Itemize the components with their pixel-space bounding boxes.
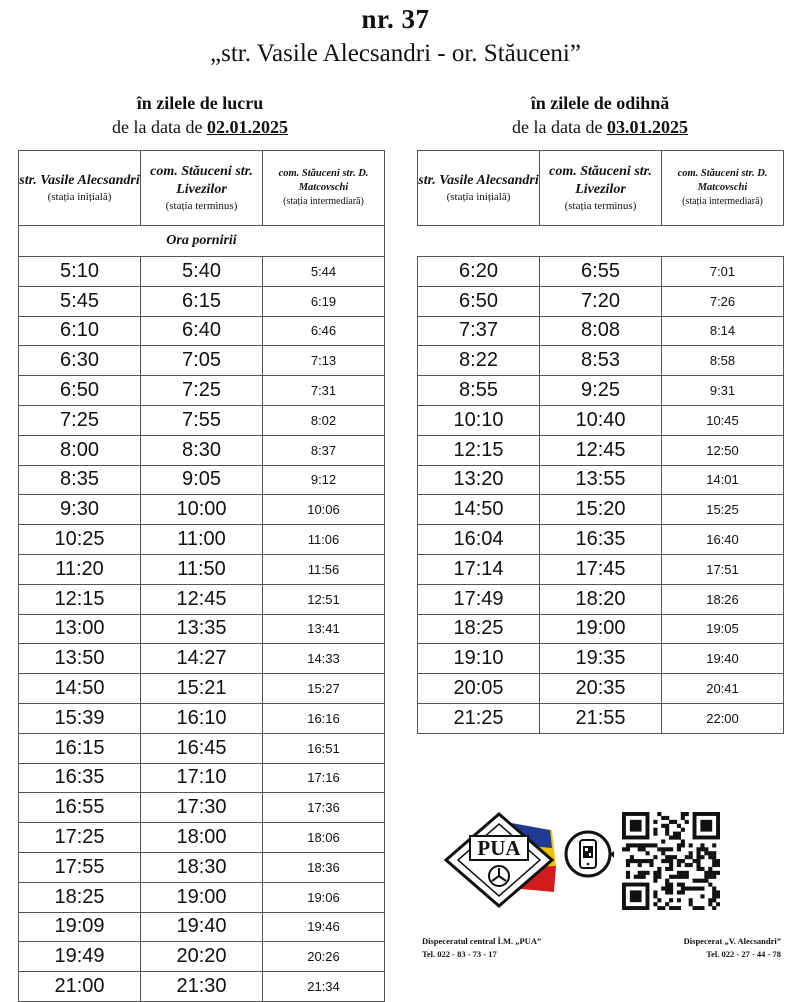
time-intermediate: 19:46 bbox=[263, 912, 385, 942]
weekends-date-line bbox=[455, 115, 745, 139]
departure-time-start: 8:35 bbox=[19, 465, 141, 495]
intermediate-stop-note: (stația intermediară) bbox=[283, 196, 364, 207]
weekends-rows bbox=[418, 257, 784, 734]
arrival-time-terminus: 20:35 bbox=[540, 674, 662, 704]
time-row bbox=[19, 346, 385, 376]
time-row bbox=[19, 316, 385, 346]
arrival-time-terminus: 15:20 bbox=[540, 495, 662, 525]
time-row bbox=[19, 257, 385, 287]
departure-time-start: 14:50 bbox=[19, 674, 141, 704]
departure-time-subheader: Ora pornirii bbox=[19, 226, 385, 257]
departure-time-start: 21:25 bbox=[418, 703, 540, 733]
departure-time-start: 21:00 bbox=[19, 972, 141, 1002]
departure-time-start: 13:00 bbox=[19, 614, 141, 644]
time-intermediate: 7:13 bbox=[263, 346, 385, 376]
departure-time-start: 14:50 bbox=[418, 495, 540, 525]
time-row bbox=[418, 257, 784, 287]
departure-time-start: 10:25 bbox=[19, 525, 141, 555]
arrival-time-terminus: 10:00 bbox=[141, 495, 263, 525]
weekdays-title: în zilele de lucru bbox=[136, 93, 264, 113]
time-intermediate: 14:33 bbox=[263, 644, 385, 674]
departure-time-start: 12:15 bbox=[418, 435, 540, 465]
time-row bbox=[418, 644, 784, 674]
departure-time-start: 16:35 bbox=[19, 763, 141, 793]
departure-time-start: 19:09 bbox=[19, 912, 141, 942]
arrival-time-terminus: 17:10 bbox=[141, 763, 263, 793]
weekdays-date-prefix: de la data de bbox=[112, 117, 207, 137]
time-intermediate: 8:02 bbox=[263, 405, 385, 435]
route-name: „str. Vasile Alecsandri - or. Stăuceni” bbox=[210, 40, 581, 67]
time-row bbox=[19, 852, 385, 882]
weekends-date: 03.01.2025 bbox=[606, 117, 688, 137]
terminus-stop-name: com. Stăuceni str. Livezilor bbox=[150, 164, 253, 197]
time-row bbox=[19, 674, 385, 704]
arrival-time-terminus: 15:21 bbox=[141, 674, 263, 704]
departure-time-start: 20:05 bbox=[418, 674, 540, 704]
time-row bbox=[19, 644, 385, 674]
arrival-time-terminus: 16:45 bbox=[141, 733, 263, 763]
terminus-stop-name: com. Stăuceni str. Livezilor bbox=[549, 164, 652, 197]
time-intermediate: 21:34 bbox=[263, 972, 385, 1002]
arrival-time-terminus: 13:35 bbox=[141, 614, 263, 644]
departure-time-start: 8:55 bbox=[418, 376, 540, 406]
weekends-date-prefix: de la data de bbox=[512, 117, 607, 137]
time-intermediate: 22:00 bbox=[662, 703, 784, 733]
time-intermediate: 19:06 bbox=[263, 882, 385, 912]
time-intermediate: 11:06 bbox=[263, 525, 385, 555]
arrival-time-terminus: 9:05 bbox=[141, 465, 263, 495]
weekdays-date: 02.01.2025 bbox=[206, 117, 288, 137]
arrival-time-terminus: 5:40 bbox=[141, 257, 263, 287]
time-row bbox=[19, 912, 385, 942]
time-row bbox=[19, 525, 385, 555]
time-intermediate: 7:31 bbox=[263, 376, 385, 406]
local-dispatch-phone: Tel. 022 - 27 - 44 - 78 bbox=[706, 949, 781, 959]
arrival-time-terminus: 18:00 bbox=[141, 823, 263, 853]
departure-time-start: 9:30 bbox=[19, 495, 141, 525]
time-intermediate: 15:27 bbox=[263, 674, 385, 704]
time-intermediate: 18:26 bbox=[662, 584, 784, 614]
arrival-time-terminus: 9:25 bbox=[540, 376, 662, 406]
arrival-time-terminus: 21:55 bbox=[540, 703, 662, 733]
terminus-stop-note: (stația terminus) bbox=[564, 200, 637, 212]
departure-time-start: 5:45 bbox=[19, 286, 141, 316]
weekends-subheader-spacer bbox=[418, 226, 784, 257]
time-row bbox=[418, 495, 784, 525]
time-intermediate: 17:36 bbox=[263, 793, 385, 823]
time-row bbox=[19, 584, 385, 614]
intermediate-stop-name: com. Stăuceni str. D. Matcovschi bbox=[278, 168, 369, 193]
start-stop-note: (stația inițială) bbox=[47, 191, 112, 203]
time-intermediate: 16:40 bbox=[662, 525, 784, 555]
time-intermediate: 19:40 bbox=[662, 644, 784, 674]
time-intermediate: 8:58 bbox=[662, 346, 784, 376]
departure-time-start: 16:04 bbox=[418, 525, 540, 555]
time-intermediate: 5:44 bbox=[263, 257, 385, 287]
weekends-timetable bbox=[417, 150, 784, 734]
time-row bbox=[418, 525, 784, 555]
arrival-time-terminus: 18:30 bbox=[141, 852, 263, 882]
arrival-time-terminus: 11:50 bbox=[141, 554, 263, 584]
time-intermediate: 19:05 bbox=[662, 614, 784, 644]
departure-time-start: 5:10 bbox=[19, 257, 141, 287]
departure-time-start: 17:14 bbox=[418, 554, 540, 584]
start-stop-name: str. Vasile Alecsandri bbox=[418, 173, 539, 188]
departure-time-start: 6:50 bbox=[418, 286, 540, 316]
time-row bbox=[418, 405, 784, 435]
arrival-time-terminus: 7:05 bbox=[141, 346, 263, 376]
arrival-time-terminus: 11:00 bbox=[141, 525, 263, 555]
weekends-column-headers bbox=[418, 151, 784, 226]
time-row bbox=[19, 703, 385, 733]
central-dispatch-contact bbox=[422, 935, 541, 961]
time-row bbox=[19, 763, 385, 793]
arrival-time-terminus: 7:25 bbox=[141, 376, 263, 406]
time-row bbox=[418, 554, 784, 584]
terminus-stop-note: (stația terminus) bbox=[165, 200, 238, 212]
departure-time-start: 13:50 bbox=[19, 644, 141, 674]
arrival-time-terminus: 14:27 bbox=[141, 644, 263, 674]
column-header-intermediate-stop bbox=[263, 151, 385, 226]
start-stop-note: (stația inițială) bbox=[446, 191, 511, 203]
arrival-time-terminus: 13:55 bbox=[540, 465, 662, 495]
time-intermediate: 8:37 bbox=[263, 435, 385, 465]
time-intermediate: 13:41 bbox=[263, 614, 385, 644]
time-intermediate: 6:46 bbox=[263, 316, 385, 346]
time-row bbox=[418, 376, 784, 406]
departure-time-start: 18:25 bbox=[19, 882, 141, 912]
intermediate-stop-name: com. Stăuceni str. D. Matcovschi bbox=[677, 168, 768, 193]
departure-time-start: 17:25 bbox=[19, 823, 141, 853]
departure-time-start: 8:22 bbox=[418, 346, 540, 376]
column-header-terminus-stop bbox=[141, 151, 263, 226]
arrival-time-terminus: 6:40 bbox=[141, 316, 263, 346]
route-number: nr. 37 bbox=[361, 4, 430, 34]
column-header-start-stop bbox=[19, 151, 141, 226]
time-row bbox=[19, 823, 385, 853]
arrival-time-terminus: 19:00 bbox=[540, 614, 662, 644]
time-intermediate: 16:51 bbox=[263, 733, 385, 763]
weekends-title: în zilele de odihnă bbox=[530, 93, 670, 113]
time-row bbox=[418, 584, 784, 614]
arrival-time-terminus: 8:53 bbox=[540, 346, 662, 376]
arrival-time-terminus: 6:55 bbox=[540, 257, 662, 287]
time-intermediate: 7:26 bbox=[662, 286, 784, 316]
time-intermediate: 17:16 bbox=[263, 763, 385, 793]
departure-time-start: 6:20 bbox=[418, 257, 540, 287]
departure-time-subheader-row bbox=[19, 226, 385, 257]
time-row bbox=[19, 435, 385, 465]
weekdays-date-line bbox=[60, 115, 340, 139]
arrival-time-terminus: 7:55 bbox=[141, 405, 263, 435]
time-row bbox=[418, 346, 784, 376]
time-intermediate: 6:19 bbox=[263, 286, 385, 316]
time-row bbox=[19, 614, 385, 644]
departure-time-start: 6:10 bbox=[19, 316, 141, 346]
column-header-terminus-stop bbox=[540, 151, 662, 226]
departure-time-start: 8:00 bbox=[19, 435, 141, 465]
time-row bbox=[19, 465, 385, 495]
column-header-intermediate-stop bbox=[662, 151, 784, 226]
arrival-time-terminus: 12:45 bbox=[141, 584, 263, 614]
arrival-time-terminus: 12:45 bbox=[540, 435, 662, 465]
time-row bbox=[19, 793, 385, 823]
arrival-time-terminus: 8:08 bbox=[540, 316, 662, 346]
central-dispatch-title: Dispeceratul central Î.M. „PUA” bbox=[422, 936, 542, 946]
arrival-time-terminus: 21:30 bbox=[141, 972, 263, 1002]
departure-time-start: 12:15 bbox=[19, 584, 141, 614]
time-row bbox=[418, 286, 784, 316]
arrival-time-terminus: 18:20 bbox=[540, 584, 662, 614]
time-row bbox=[418, 674, 784, 704]
arrival-time-terminus: 10:40 bbox=[540, 405, 662, 435]
weekdays-heading bbox=[60, 91, 340, 139]
arrival-time-terminus: 17:45 bbox=[540, 554, 662, 584]
arrival-time-terminus: 16:35 bbox=[540, 525, 662, 555]
time-intermediate: 9:31 bbox=[662, 376, 784, 406]
time-row bbox=[19, 495, 385, 525]
time-intermediate: 12:50 bbox=[662, 435, 784, 465]
departure-time-start: 17:49 bbox=[418, 584, 540, 614]
time-row bbox=[19, 554, 385, 584]
departure-time-start: 10:10 bbox=[418, 405, 540, 435]
time-intermediate: 10:45 bbox=[662, 405, 784, 435]
departure-time-start: 18:25 bbox=[418, 614, 540, 644]
time-row bbox=[418, 316, 784, 346]
start-stop-name: str. Vasile Alecsandri bbox=[19, 173, 140, 188]
time-intermediate: 18:36 bbox=[263, 852, 385, 882]
arrival-time-terminus: 19:35 bbox=[540, 644, 662, 674]
departure-time-start: 6:50 bbox=[19, 376, 141, 406]
time-intermediate: 9:12 bbox=[263, 465, 385, 495]
weekdays-timetable bbox=[18, 150, 385, 1002]
time-row bbox=[19, 972, 385, 1002]
departure-time-start: 7:37 bbox=[418, 316, 540, 346]
departure-time-start: 11:20 bbox=[19, 554, 141, 584]
time-row bbox=[418, 614, 784, 644]
intermediate-stop-note: (stația intermediară) bbox=[682, 196, 763, 207]
time-intermediate: 7:01 bbox=[662, 257, 784, 287]
local-dispatch-title: Dispecerat „V. Alecsandri” bbox=[683, 936, 781, 946]
spacer-cell bbox=[418, 226, 784, 257]
time-row bbox=[418, 435, 784, 465]
time-intermediate: 12:51 bbox=[263, 584, 385, 614]
time-intermediate: 14:01 bbox=[662, 465, 784, 495]
departure-time-start: 15:39 bbox=[19, 703, 141, 733]
qr-code-icon[interactable] bbox=[622, 812, 720, 910]
arrival-time-terminus: 19:00 bbox=[141, 882, 263, 912]
arrival-time-terminus: 6:15 bbox=[141, 286, 263, 316]
time-intermediate: 20:26 bbox=[263, 942, 385, 972]
bus-company-logo-icon bbox=[440, 808, 558, 918]
time-intermediate: 18:06 bbox=[263, 823, 385, 853]
weekdays-rows bbox=[19, 257, 385, 1002]
departure-time-start: 16:55 bbox=[19, 793, 141, 823]
time-row bbox=[418, 465, 784, 495]
departure-time-start: 19:49 bbox=[19, 942, 141, 972]
time-row bbox=[19, 733, 385, 763]
arrival-time-terminus: 7:20 bbox=[540, 286, 662, 316]
time-row bbox=[19, 376, 385, 406]
time-intermediate: 16:16 bbox=[263, 703, 385, 733]
time-intermediate: 20:41 bbox=[662, 674, 784, 704]
arrival-time-terminus: 20:20 bbox=[141, 942, 263, 972]
central-dispatch-phone: Tel. 022 - 83 - 73 - 17 bbox=[422, 949, 497, 959]
time-intermediate: 11:56 bbox=[263, 554, 385, 584]
time-row bbox=[19, 882, 385, 912]
departure-time-start: 16:15 bbox=[19, 733, 141, 763]
time-intermediate: 8:14 bbox=[662, 316, 784, 346]
departure-time-start: 17:55 bbox=[19, 852, 141, 882]
time-row bbox=[418, 703, 784, 733]
time-row bbox=[19, 286, 385, 316]
departure-time-start: 7:25 bbox=[19, 405, 141, 435]
time-intermediate: 10:06 bbox=[263, 495, 385, 525]
time-row bbox=[19, 942, 385, 972]
arrival-time-terminus: 17:30 bbox=[141, 793, 263, 823]
local-dispatch-contact bbox=[684, 935, 781, 961]
arrival-time-terminus: 8:30 bbox=[141, 435, 263, 465]
phone-scan-icon bbox=[562, 828, 614, 880]
arrival-time-terminus: 19:40 bbox=[141, 912, 263, 942]
departure-time-start: 6:30 bbox=[19, 346, 141, 376]
time-intermediate: 15:25 bbox=[662, 495, 784, 525]
departure-time-start: 19:10 bbox=[418, 644, 540, 674]
time-intermediate: 17:51 bbox=[662, 554, 784, 584]
logo-text: PUA bbox=[477, 836, 521, 860]
departure-time-start: 13:20 bbox=[418, 465, 540, 495]
arrival-time-terminus: 16:10 bbox=[141, 703, 263, 733]
weekends-heading bbox=[455, 91, 745, 139]
column-header-start-stop bbox=[418, 151, 540, 226]
time-row bbox=[19, 405, 385, 435]
weekdays-column-headers bbox=[19, 151, 385, 226]
